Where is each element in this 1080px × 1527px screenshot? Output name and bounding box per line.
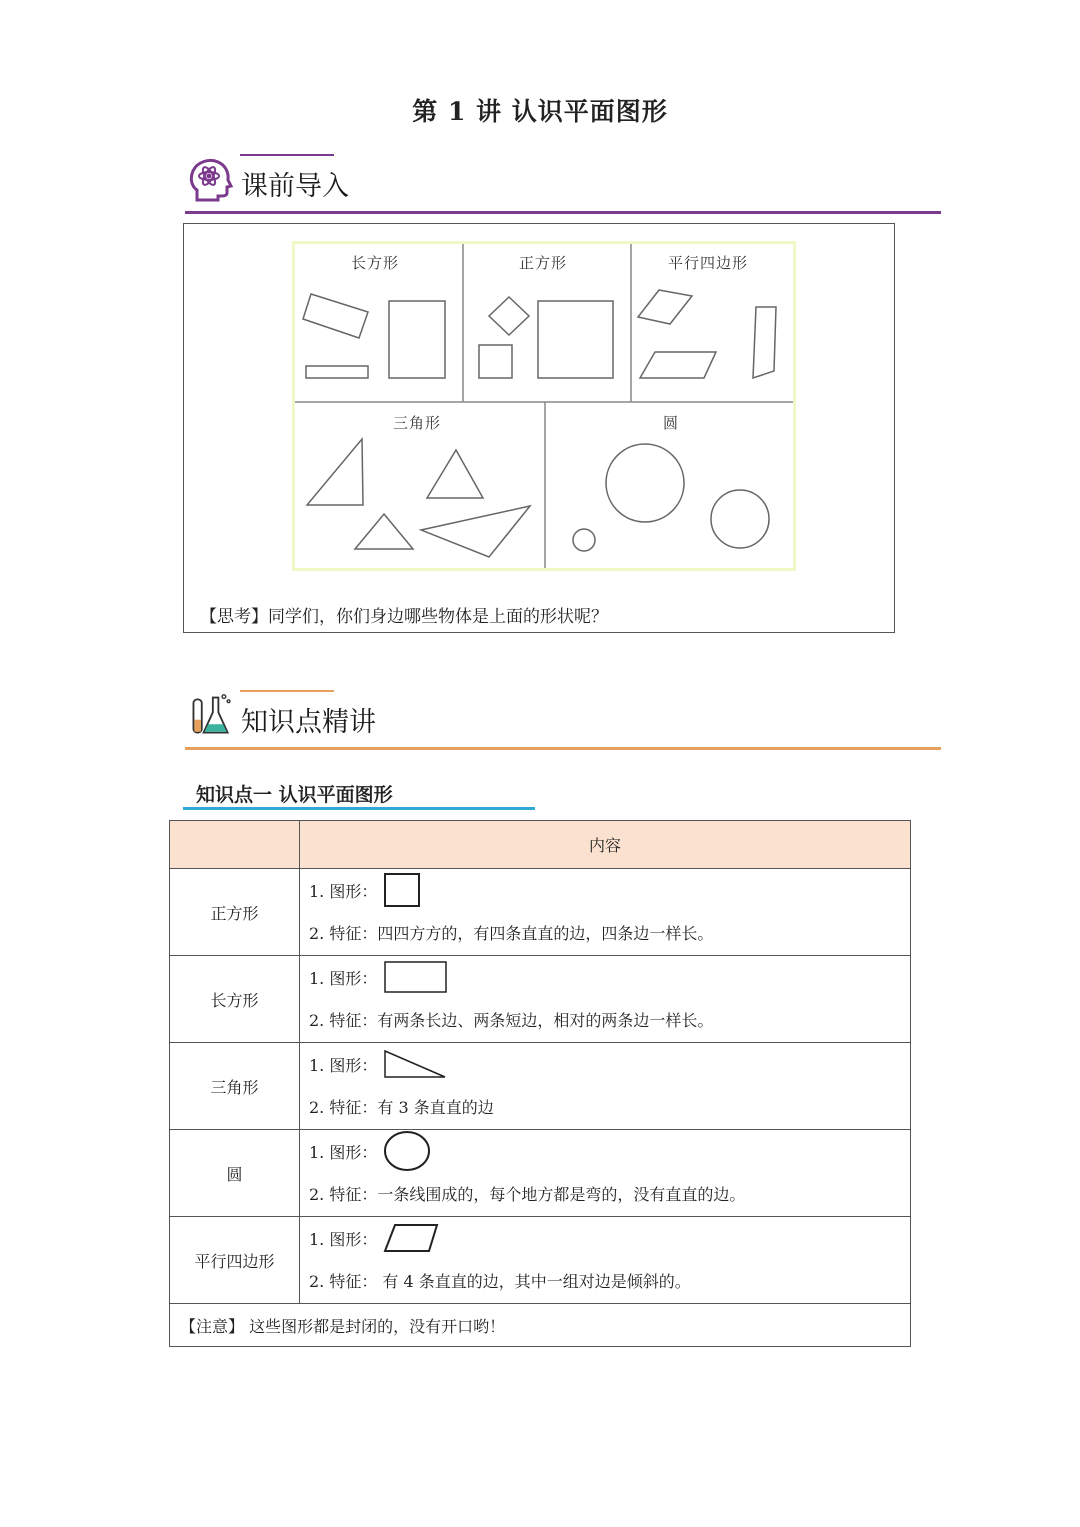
intro-box	[183, 223, 895, 633]
section-baseline	[185, 747, 941, 750]
rectangle-shape-icon	[383, 959, 449, 995]
tilted-rectangle	[303, 294, 368, 338]
feature-text: 2. 特征：一条线围成的，每个地方都是弯的，没有直直的边。	[309, 1184, 746, 1204]
small-square	[479, 345, 512, 378]
knowledge-point-title: 知识点一 认识平面图形	[196, 784, 393, 806]
caption-rectangle: 长方形	[351, 254, 400, 272]
section-baseline	[185, 211, 941, 214]
table-row	[170, 1130, 911, 1217]
table-row	[170, 869, 911, 956]
shape-name: 平行四边形	[170, 1217, 300, 1304]
circle-shape-icon	[383, 1130, 433, 1172]
feature-text: 2. 特征：四四方方的，有四条直直的边，四条边一样长。	[309, 923, 714, 943]
section-header-knowledge	[185, 690, 941, 750]
shape-name: 圆	[170, 1130, 300, 1217]
parallelogram-shape-icon	[383, 1222, 441, 1254]
figure-label: 1. 图形：	[309, 1142, 378, 1162]
parallelogram-3	[753, 307, 776, 378]
shape-name: 长方形	[170, 956, 300, 1043]
feature-text: 2. 特征： 有 4 条直直的边，其中一组对边是倾斜的。	[309, 1271, 691, 1291]
thin-rectangle	[306, 366, 368, 378]
note-text: 【注意】 这些图形都是封闭的，没有开口哟！	[170, 1304, 911, 1347]
knowledge-table	[169, 820, 911, 1347]
feature-text: 2. 特征：有两条长边、两条短边，相对的两条边一样长。	[309, 1010, 714, 1030]
caption-triangle: 三角形	[393, 414, 442, 432]
head-atom-icon	[187, 156, 235, 204]
note-row	[170, 1304, 911, 1347]
table-header-row	[170, 821, 911, 869]
big-square	[538, 301, 613, 378]
circle-large	[606, 444, 684, 522]
caption-parallelogram: 平行四边形	[668, 254, 749, 272]
section-topline	[240, 154, 334, 156]
header-empty	[170, 821, 300, 869]
feature-text: 2. 特征：有 3 条直直的边	[309, 1097, 494, 1117]
circle-medium	[711, 490, 769, 548]
square-shape-icon	[383, 872, 423, 908]
caption-square: 正方形	[519, 254, 568, 272]
shape-name: 正方形	[170, 869, 300, 956]
lab-flask-icon	[187, 692, 235, 740]
figure-label: 1. 图形：	[309, 881, 378, 901]
shape-body	[300, 1217, 911, 1304]
caption-circle: 圆	[663, 414, 680, 432]
figure-label: 1. 图形：	[309, 1055, 378, 1075]
parallelogram-2	[640, 352, 716, 378]
triangle-2	[427, 450, 483, 498]
page-title: 第 1 讲 认识平面图形	[412, 97, 668, 126]
shape-body	[300, 1043, 911, 1130]
section-topline	[240, 690, 334, 692]
knowledge-point-underline	[183, 807, 535, 810]
triangle-1	[307, 439, 363, 505]
header-content: 内容	[300, 821, 911, 869]
table-row	[170, 1217, 911, 1304]
triangle-shape-icon	[383, 1048, 449, 1080]
shape-body	[300, 869, 911, 956]
diamond-square	[489, 297, 529, 335]
figure-label: 1. 图形：	[309, 1229, 378, 1249]
shape-body	[300, 956, 911, 1043]
parallelogram-1	[638, 290, 692, 324]
shape-illustration	[292, 241, 796, 571]
shape-body	[300, 1130, 911, 1217]
triangle-4	[421, 506, 530, 557]
section-title: 课前导入	[241, 171, 349, 202]
shapes-drawing	[295, 244, 793, 568]
think-prompt: 【思考】同学们，你们身边哪些物体是上面的形状呢？	[200, 607, 608, 627]
circle-small	[573, 529, 595, 551]
shape-name: 三角形	[170, 1043, 300, 1130]
section-header-intro	[185, 154, 941, 214]
tall-rectangle	[389, 301, 445, 378]
section-title: 知识点精讲	[241, 707, 376, 738]
figure-label: 1. 图形：	[309, 968, 378, 988]
table-row	[170, 956, 911, 1043]
triangle-3	[355, 514, 413, 549]
table-row	[170, 1043, 911, 1130]
